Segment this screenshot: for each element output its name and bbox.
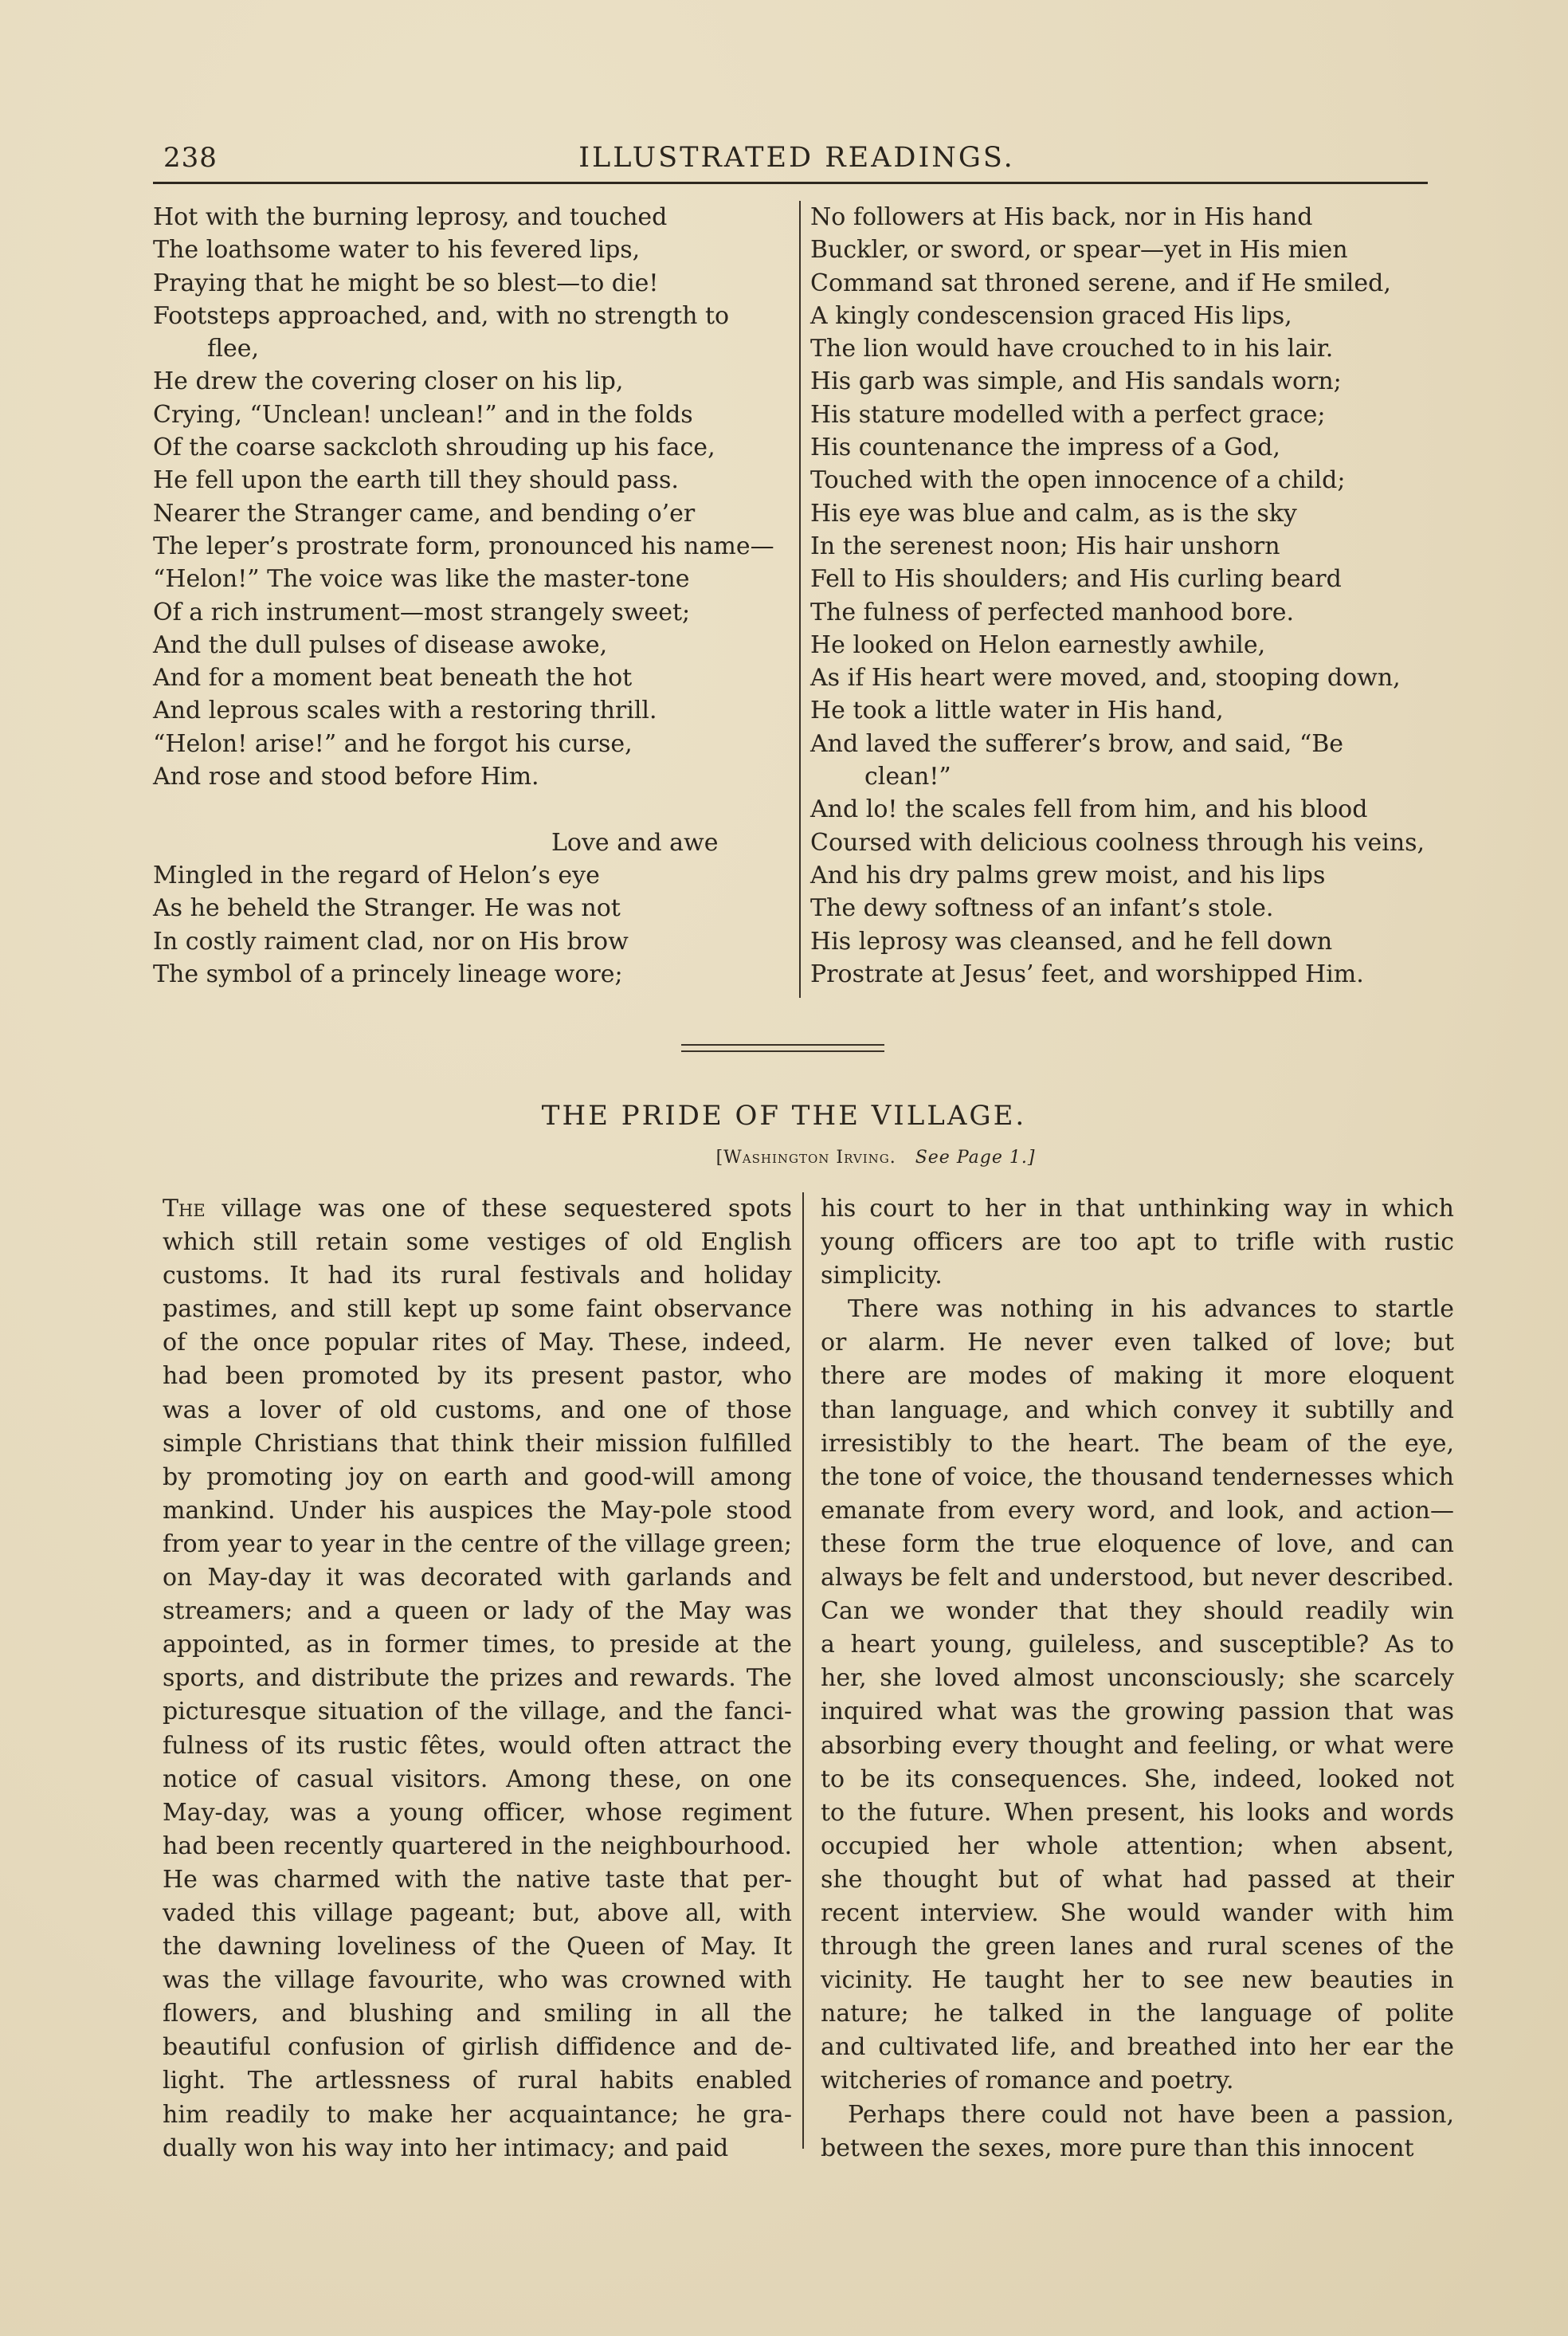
poem-column-divider	[799, 201, 801, 998]
verse-line: And rose and stood before Him.	[153, 763, 539, 791]
prose-line: her, she loved almost unconsciously; she scarcely	[821, 1664, 1454, 1693]
prose-line: she thought but of what had passed at their	[821, 1865, 1454, 1894]
prose-line: recent interview. She would wander with him	[821, 1898, 1454, 1927]
page-header	[163, 142, 1430, 182]
prose-line: there are modes of making it more eloquent	[821, 1362, 1454, 1391]
verse-line: As he beheld the Stranger. He was not	[153, 894, 621, 923]
prose-line: the dawning loveliness of the Queen of May. It	[163, 1933, 792, 1961]
attribution-see-page: See Page 1.]	[915, 1148, 1036, 1168]
running-title: ILLUSTRATED READINGS.	[578, 142, 1015, 174]
verse-line: The lion would have crouched to in his lair.	[810, 335, 1334, 363]
prose-line: picturesque situation of the village, and the fanci-	[163, 1698, 792, 1726]
verse-line: Of a rich instrument—most strangely sweet;	[153, 598, 691, 626]
verse-line: He took a little water in His hand,	[810, 697, 1224, 725]
verse-line: His eye was blue and calm, as is the sky	[810, 499, 1297, 528]
prose-line: There was nothing in his advances to startle	[848, 1295, 1454, 1324]
verse-line: No followers at His back, nor in His hand	[810, 203, 1313, 231]
verse-line: Nearer the Stranger came, and bending o’er	[153, 499, 696, 528]
prose-line: which still retain some vestiges of old English	[163, 1228, 792, 1257]
prose-line: through the green lanes and rural scenes of the	[821, 1933, 1454, 1961]
prose-line: or alarm. He never even talked of love; but	[821, 1329, 1454, 1357]
verse-line: In costly raiment clad, nor on His brow	[153, 927, 629, 956]
verse-line	[153, 793, 782, 826]
section-divider-rule	[681, 1044, 884, 1052]
verse-line: Footsteps approached, and, with no strength to	[153, 301, 730, 330]
prose-line: him readily to make her acquaintance; he gra-	[163, 2100, 792, 2129]
verse-line: His garb was simple, and His sandals worn;	[810, 367, 1342, 396]
header-rule	[153, 182, 1428, 184]
prose-line: occupied her whole attention; when absent,	[821, 1832, 1454, 1860]
verse-line: Of the coarse sackcloth shrouding up his face,	[153, 434, 715, 462]
page-number: 238	[163, 142, 218, 174]
verse-line: Hot with the burning leprosy, and touched	[153, 203, 668, 231]
prose-line: of the once popular rites of May. These, indeed,	[163, 1329, 792, 1357]
first-word: The	[163, 1195, 206, 1223]
prose-line: notice of casual visitors. Among these, on one	[163, 1765, 792, 1793]
prose-line: to be its consequences. She, indeed, looked not	[821, 1765, 1454, 1793]
first-line-rest: village was one of these sequestered spots	[205, 1195, 792, 1223]
verse-line: The loathsome water to his fevered lips,	[153, 236, 641, 265]
verse-line: The fulness of perfected manhood bore.	[810, 598, 1294, 626]
verse-line: A kingly condescension graced His lips,	[810, 301, 1292, 330]
verse-line: flee,	[207, 335, 260, 363]
verse-line: And laved the sufferer’s brow, and said, “Be	[810, 729, 1344, 758]
prose-line: these form the true eloquence of love, and can	[821, 1529, 1454, 1558]
prose-line: and cultivated life, and breathed into her ear the	[821, 2033, 1454, 2062]
verse-line: The leper’s prostrate form, pronounced his name—	[153, 532, 774, 560]
prose-line: was a lover of old customs, and one of those	[163, 1396, 792, 1424]
verse-line: The dewy softness of an infant’s stole.	[810, 894, 1274, 923]
verse-line: And lo! the scales fell from him, and his blood	[810, 795, 1368, 824]
verse-line: He looked on Helon earnestly awhile,	[810, 630, 1266, 659]
prose-line: had been promoted by its present pastor, who	[163, 1362, 792, 1391]
verse-line: Crying, “Unclean! unclean!” and in the folds	[153, 400, 693, 429]
verse-line: The symbol of a princely lineage wore;	[153, 960, 623, 988]
verse-line: Command sat throned serene, and if He smiled,	[810, 269, 1391, 297]
prose-line: witcheries of romance and poetry.	[821, 2067, 1234, 2095]
prose-line: inquired what was the growing passion that was	[821, 1698, 1454, 1726]
prose-line: from year to year in the centre of the village green;	[163, 1529, 792, 1558]
prose-line: streamers; and a queen or lady of the May was	[163, 1597, 792, 1626]
prose-line: vicinity. He taught her to see new beauties in	[821, 1966, 1454, 1995]
verse-line: Touched with the open innocence of a child;	[810, 466, 1346, 495]
prose-line: beautiful confusion of girlish diffidence and de-	[163, 2033, 792, 2062]
prose-line: a heart young, guileless, and susceptible? As to	[821, 1631, 1454, 1659]
verse-line: And his dry palms grew moist, and his lips	[810, 861, 1326, 889]
prose-line: absorbing every thought and feeling, or what were	[821, 1731, 1454, 1760]
prose-line: always be felt and understood, but never described.	[821, 1564, 1454, 1592]
prose-line: emanate from every word, and look, and action—	[821, 1496, 1454, 1525]
prose-line: He was charmed with the native taste that per-	[163, 1865, 792, 1894]
prose-line: Perhaps there could not have been a passion,	[848, 2100, 1454, 2129]
verse-line: Praying that he might be so blest—to die!	[153, 269, 659, 297]
verse-line: Prostrate at Jesus’ feet, and worshipped Him.	[810, 960, 1364, 988]
prose-line: Can we wonder that they should readily win	[821, 1597, 1454, 1626]
verse-line: And the dull pulses of disease awoke,	[153, 630, 608, 659]
prose-line: was the village favourite, who was crowned with	[163, 1966, 792, 1995]
verse-line: He drew the covering closer on his lip,	[153, 367, 624, 396]
verse-line: His leprosy was cleansed, and he fell down	[810, 927, 1333, 956]
article-left-column	[163, 1192, 792, 2165]
prose-line: nature; he talked in the language of polite	[821, 2000, 1454, 2028]
verse-line: And for a moment beat beneath the hot	[153, 664, 633, 693]
attribution-author: [Washington Irving.	[715, 1148, 896, 1168]
verse-line: And leprous scales with a restoring thrill.	[153, 697, 657, 725]
verse-line: clean!”	[864, 763, 951, 791]
poem-left-column	[153, 201, 782, 991]
prose-line: between the sexes, more pure than this innocent	[821, 2134, 1414, 2162]
prose-line: young officers are too apt to trifle with rustic	[821, 1228, 1454, 1257]
verse-line: In the serenest noon; His hair unshorn	[810, 532, 1280, 560]
prose-line: irresistibly to the heart. The beam of the eye,	[821, 1429, 1454, 1458]
prose-line: simple Christians that think their mission fulfilled	[163, 1429, 792, 1458]
poem-right-column	[810, 201, 1448, 991]
prose-line: flowers, and blushing and smiling in all the	[163, 2000, 792, 2028]
prose-line: had been recently quartered in the neighbourhood.	[163, 1832, 792, 1860]
verse-line: “Helon!” The voice was like the master-tone	[153, 565, 690, 594]
verse-line: Buckler, or sword, or spear—yet in His mien	[810, 236, 1348, 265]
article-title: THE PRIDE OF THE VILLAGE.	[541, 1100, 1027, 1132]
verse-line: “Helon! arise!” and he forgot his curse,	[153, 729, 633, 758]
prose-line: vaded this village pageant; but, above all, with	[163, 1898, 792, 1927]
prose-line: by promoting joy on earth and good-will among	[163, 1462, 792, 1491]
prose-line: on May-day it was decorated with garlands and	[163, 1564, 792, 1592]
prose-line: customs. It had its rural festivals and holiday	[163, 1262, 792, 1290]
prose-line: his court to her in that unthinking way in which	[821, 1195, 1454, 1223]
verse-line: Coursed with delicious coolness through his veins,	[810, 828, 1425, 857]
verse-line: His countenance the impress of a God,	[810, 434, 1280, 462]
prose-line: appointed, as in former times, to preside at the	[163, 1631, 792, 1659]
prose-line: to the future. When present, his looks and words	[821, 1798, 1454, 1827]
prose-line: simplicity.	[821, 1262, 943, 1290]
prose-line: the tone of voice, the thousand tendernesses which	[821, 1462, 1454, 1491]
prose-line: fulness of its rustic fêtes, would often attract the	[163, 1731, 792, 1760]
prose-line: sports, and distribute the prizes and rewards. The	[163, 1664, 792, 1693]
article-column-divider	[802, 1192, 804, 2149]
prose-line: dually won his way into her intimacy; and paid	[163, 2134, 729, 2162]
prose-line: than language, and which convey it subtilly and	[821, 1396, 1454, 1424]
verse-line: He fell upon the earth till they should pass.	[153, 466, 679, 495]
article-right-column	[821, 1192, 1454, 2165]
prose-line: light. The artlessness of rural habits enabled	[163, 2067, 792, 2095]
prose-line: mankind. Under his auspices the May-pole stood	[163, 1496, 792, 1525]
prose-line: May-day, was a young officer, whose regiment	[163, 1798, 792, 1827]
article-attribution	[0, 1148, 1568, 1168]
verse-line: Mingled in the regard of Helon’s eye	[153, 861, 600, 889]
prose-line: pastimes, and still kept up some faint observance	[163, 1295, 792, 1324]
verse-line: Love and awe	[551, 828, 719, 857]
verse-line: As if His heart were moved, and, stooping down,	[810, 664, 1401, 693]
prose-line	[163, 1192, 792, 1226]
verse-line: His stature modelled with a perfect grace;	[810, 400, 1326, 429]
verse-line: Fell to His shoulders; and His curling beard	[810, 565, 1342, 594]
